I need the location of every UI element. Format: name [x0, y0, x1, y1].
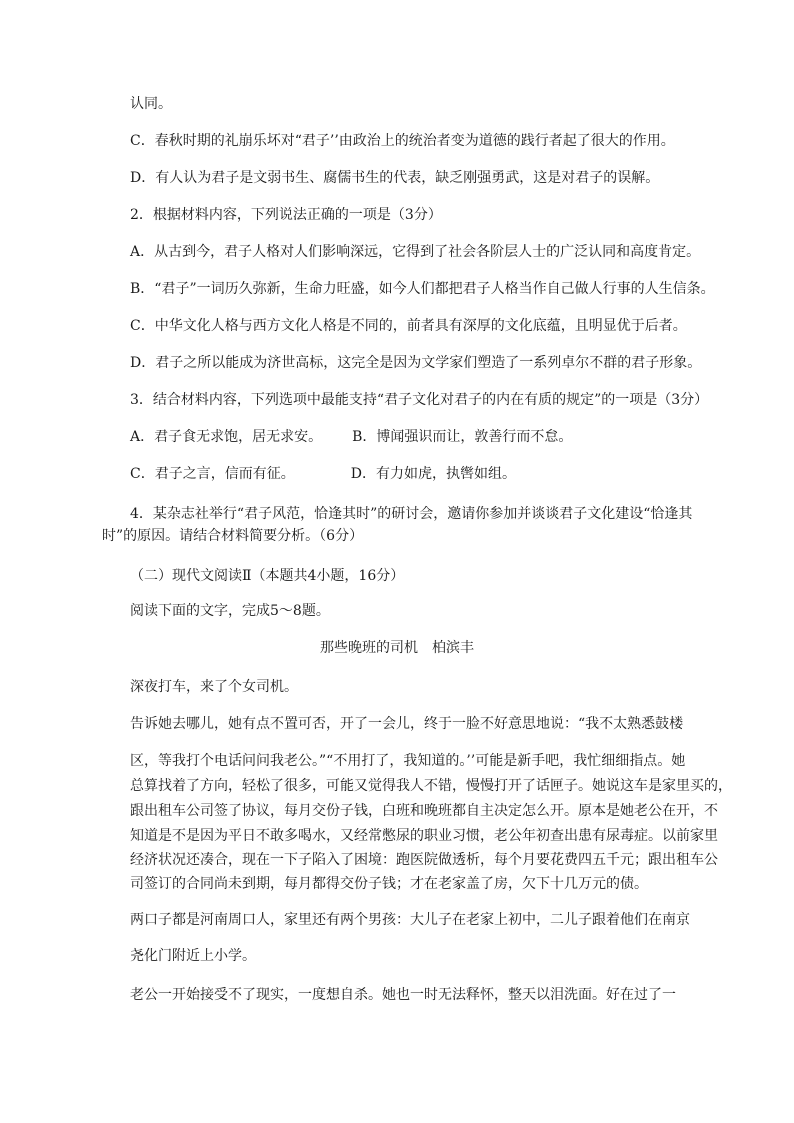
story-paragraph-1: 深夜打车，来了个女司机。	[130, 679, 298, 695]
story-paragraph-2-line-4: 跟出租车公司签了协议，每月交份子钱，白班和晚班都自主决定怎么开。原本是她老公在开，不	[130, 803, 718, 819]
question-2-option-d: D．君子之所以能成为济世高标，这完全是因为文学家们塑造了一系列卓尔不群的君子形象。	[130, 355, 702, 371]
question-3-options-row-1	[130, 427, 572, 447]
question-2-option-b: B．“君子”一词历久弥新，生命力旺盛，如今人们都把君子人格当作自己做人行事的人生信条。	[130, 281, 715, 297]
question-2-stem: 2．根据材料内容，下列说法正确的一项是（3分）	[130, 207, 442, 223]
question-4-line-1: 4．某杂志社举行“君子风范，恰逢其时”的研讨会，邀请你参加并谈谈君子文化建设“恰逢其	[130, 506, 693, 522]
question-3-option-b: B．博闻强识而让，敦善行而不怠。	[352, 429, 573, 445]
article-title: 那些晚班的司机 柏滨丰	[320, 640, 474, 656]
section-2-instruction: 阅读下面的文字，完成5～8题。	[130, 603, 330, 619]
story-paragraph-2-line-5: 知道是不是因为平日不敢多喝水，又经常憋尿的职业习惯，老公年初查出患有尿毒症。以前家里	[130, 828, 718, 844]
story-paragraph-2-line-1: 告诉她去哪儿，她有点不置可否，开了一会儿，终于一脸不好意思地说：“我不太熟悉鼓楼	[130, 716, 684, 732]
story-paragraph-2-line-7: 司签订的合同尚未到期，每月都得交份子钱；才在老家盖了房，欠下十几万元的债。	[130, 876, 648, 892]
story-paragraph-2-line-3: 总算找着了方向，轻松了很多，可能又觉得我人不错，慢慢打开了话匣子。她说这车是家里买的，	[130, 778, 732, 794]
story-paragraph-3-line-2: 尧化门附近上小学。	[130, 948, 256, 964]
question-2-option-c: C．中华文化人格与西方文化人格是不同的，前者具有深厚的文化底蕴，且明显优于后者。	[130, 318, 687, 334]
question-3-option-c: C．君子之言，信而有征。	[130, 466, 295, 482]
question-2-option-a: A．从古到今，君子人格对人们影响深远，它得到了社会各阶层人士的广泛认同和高度肯定。	[130, 244, 701, 260]
option-c-line: C．春秋时期的礼崩乐坏对“君子’’由政治上的统治者变为道德的践行者起了很大的作用。	[130, 133, 675, 149]
option-d-line: D．有人认为君子是文弱书生、腐儒书生的代表，缺乏刚强勇武，这是对君子的误解。	[130, 170, 660, 186]
question-3-options-row-2	[130, 464, 516, 484]
question-3-stem: 3．结合材料内容，下列选项中最能支持“君子文化对君子的内在有质的规定”的一项是（3分）	[130, 392, 709, 408]
question-4-line-2: 时”的原因。请结合材料简要分析。（6分）	[102, 528, 364, 544]
question-3-option-a: A．君子食无求饱，居无求安。	[130, 429, 323, 445]
story-paragraph-3-line-1: 两口子都是河南周口人，家里还有两个男孩：大儿子在老家上初中，二儿子跟着他们在南京	[130, 912, 690, 928]
text-line: 认同。	[130, 96, 172, 112]
story-paragraph-2-line-2: 区，等我打个电话问问我老公。”“不用打了，我知道的。’’可能是新手吧，我忙细细指点。她	[130, 753, 686, 769]
section-2-header: （二）现代文阅读Ⅱ（本题共4小题，16分）	[130, 568, 405, 584]
story-paragraph-4-line-1: 老公一开始接受不了现实，一度想自杀。她也一时无法释怀，整天以泪洗面。好在过了一	[130, 987, 676, 1003]
story-paragraph-2-line-6: 经济状况还凑合，现在一下子陷入了困境：跑医院做透析，每个月要花费四五千元；跟出租车公	[130, 852, 718, 868]
question-3-option-d: D．有力如虎，执辔如组。	[350, 466, 516, 482]
